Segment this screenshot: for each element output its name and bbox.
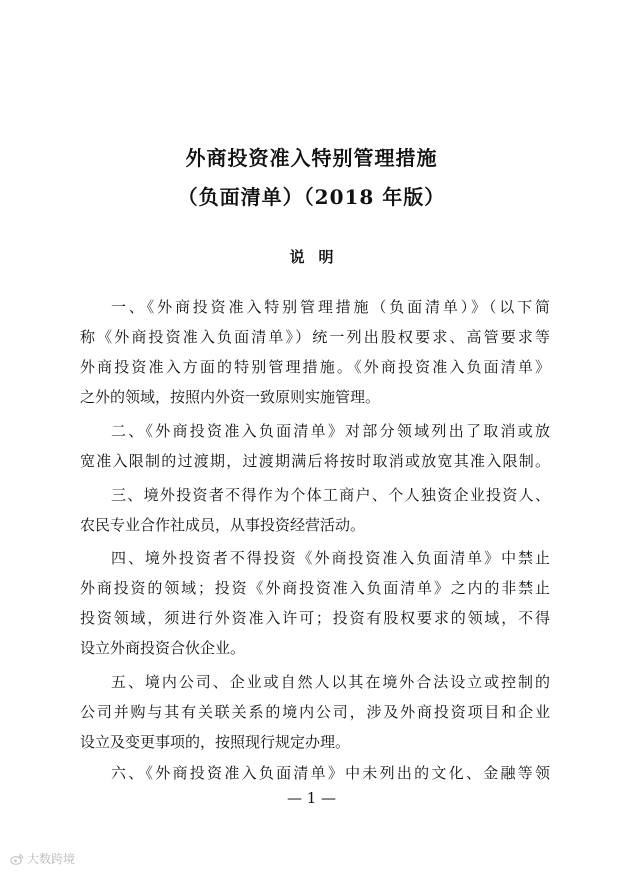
paragraph-line: 一、《外商投资准入特别管理措施（负面清单）》（以下简 [111,298,550,316]
paragraph-line: 外商投资准入方面的特别管理措施。《外商投资准入负面清单》 [80,358,550,376]
paragraph-line: 四、境外投资者不得投资《外商投资准入负面清单》中禁止 [111,549,550,567]
paragraph-line: 二、《外商投资准入负面清单》对部分领域列出了取消或放 [111,422,550,440]
watermark-text: 大数跨境 [27,852,76,866]
section-heading: 说明 [289,248,348,266]
document-subtitle: （负面清单）（2018 年版） [177,185,446,209]
paragraph-line: 六、《外商投资准入负面清单》中未列出的文化、金融等领 [111,764,550,782]
paragraph-line: 三、境外投资者不得作为个体工商户、个人独资企业投资人、 [111,486,550,504]
paragraph-line: 外商投资的领域；投资《外商投资准入负面清单》之内的非禁止 [80,579,550,597]
paragraph-line: 设立及变更事项的，按照现行规定办理。 [80,733,351,751]
paragraph-line: 投资领域，须进行外资准入许可；投资有股权要求的领域，不得 [80,609,550,627]
weibo-logo-icon [10,852,24,866]
page-number: — 1 — [286,789,337,807]
paragraph-line: 设立外商投资合伙企业。 [80,639,246,657]
paragraph-line: 称《外商投资准入负面清单》）统一列出股权要求、高管要求等 [80,328,550,346]
paragraph-line: 宽准入限制的过渡期，过渡期满后将按时取消或放宽其准入限制。 [80,452,550,470]
paragraph-line: 农民专业合作社成员，从事投资经营活动。 [80,516,366,534]
document-title: 外商投资准入特别管理措施 [185,146,438,170]
watermark [10,850,75,867]
paragraph-line: 五、境内公司、企业或自然人以其在境外合法设立或控制的 [111,673,550,691]
paragraph-line: 之外的领域，按照内外资一致原则实施管理。 [80,388,381,406]
paragraph-line: 公司并购与其有关联关系的境内公司，涉及外商投资项目和企业 [80,703,550,721]
